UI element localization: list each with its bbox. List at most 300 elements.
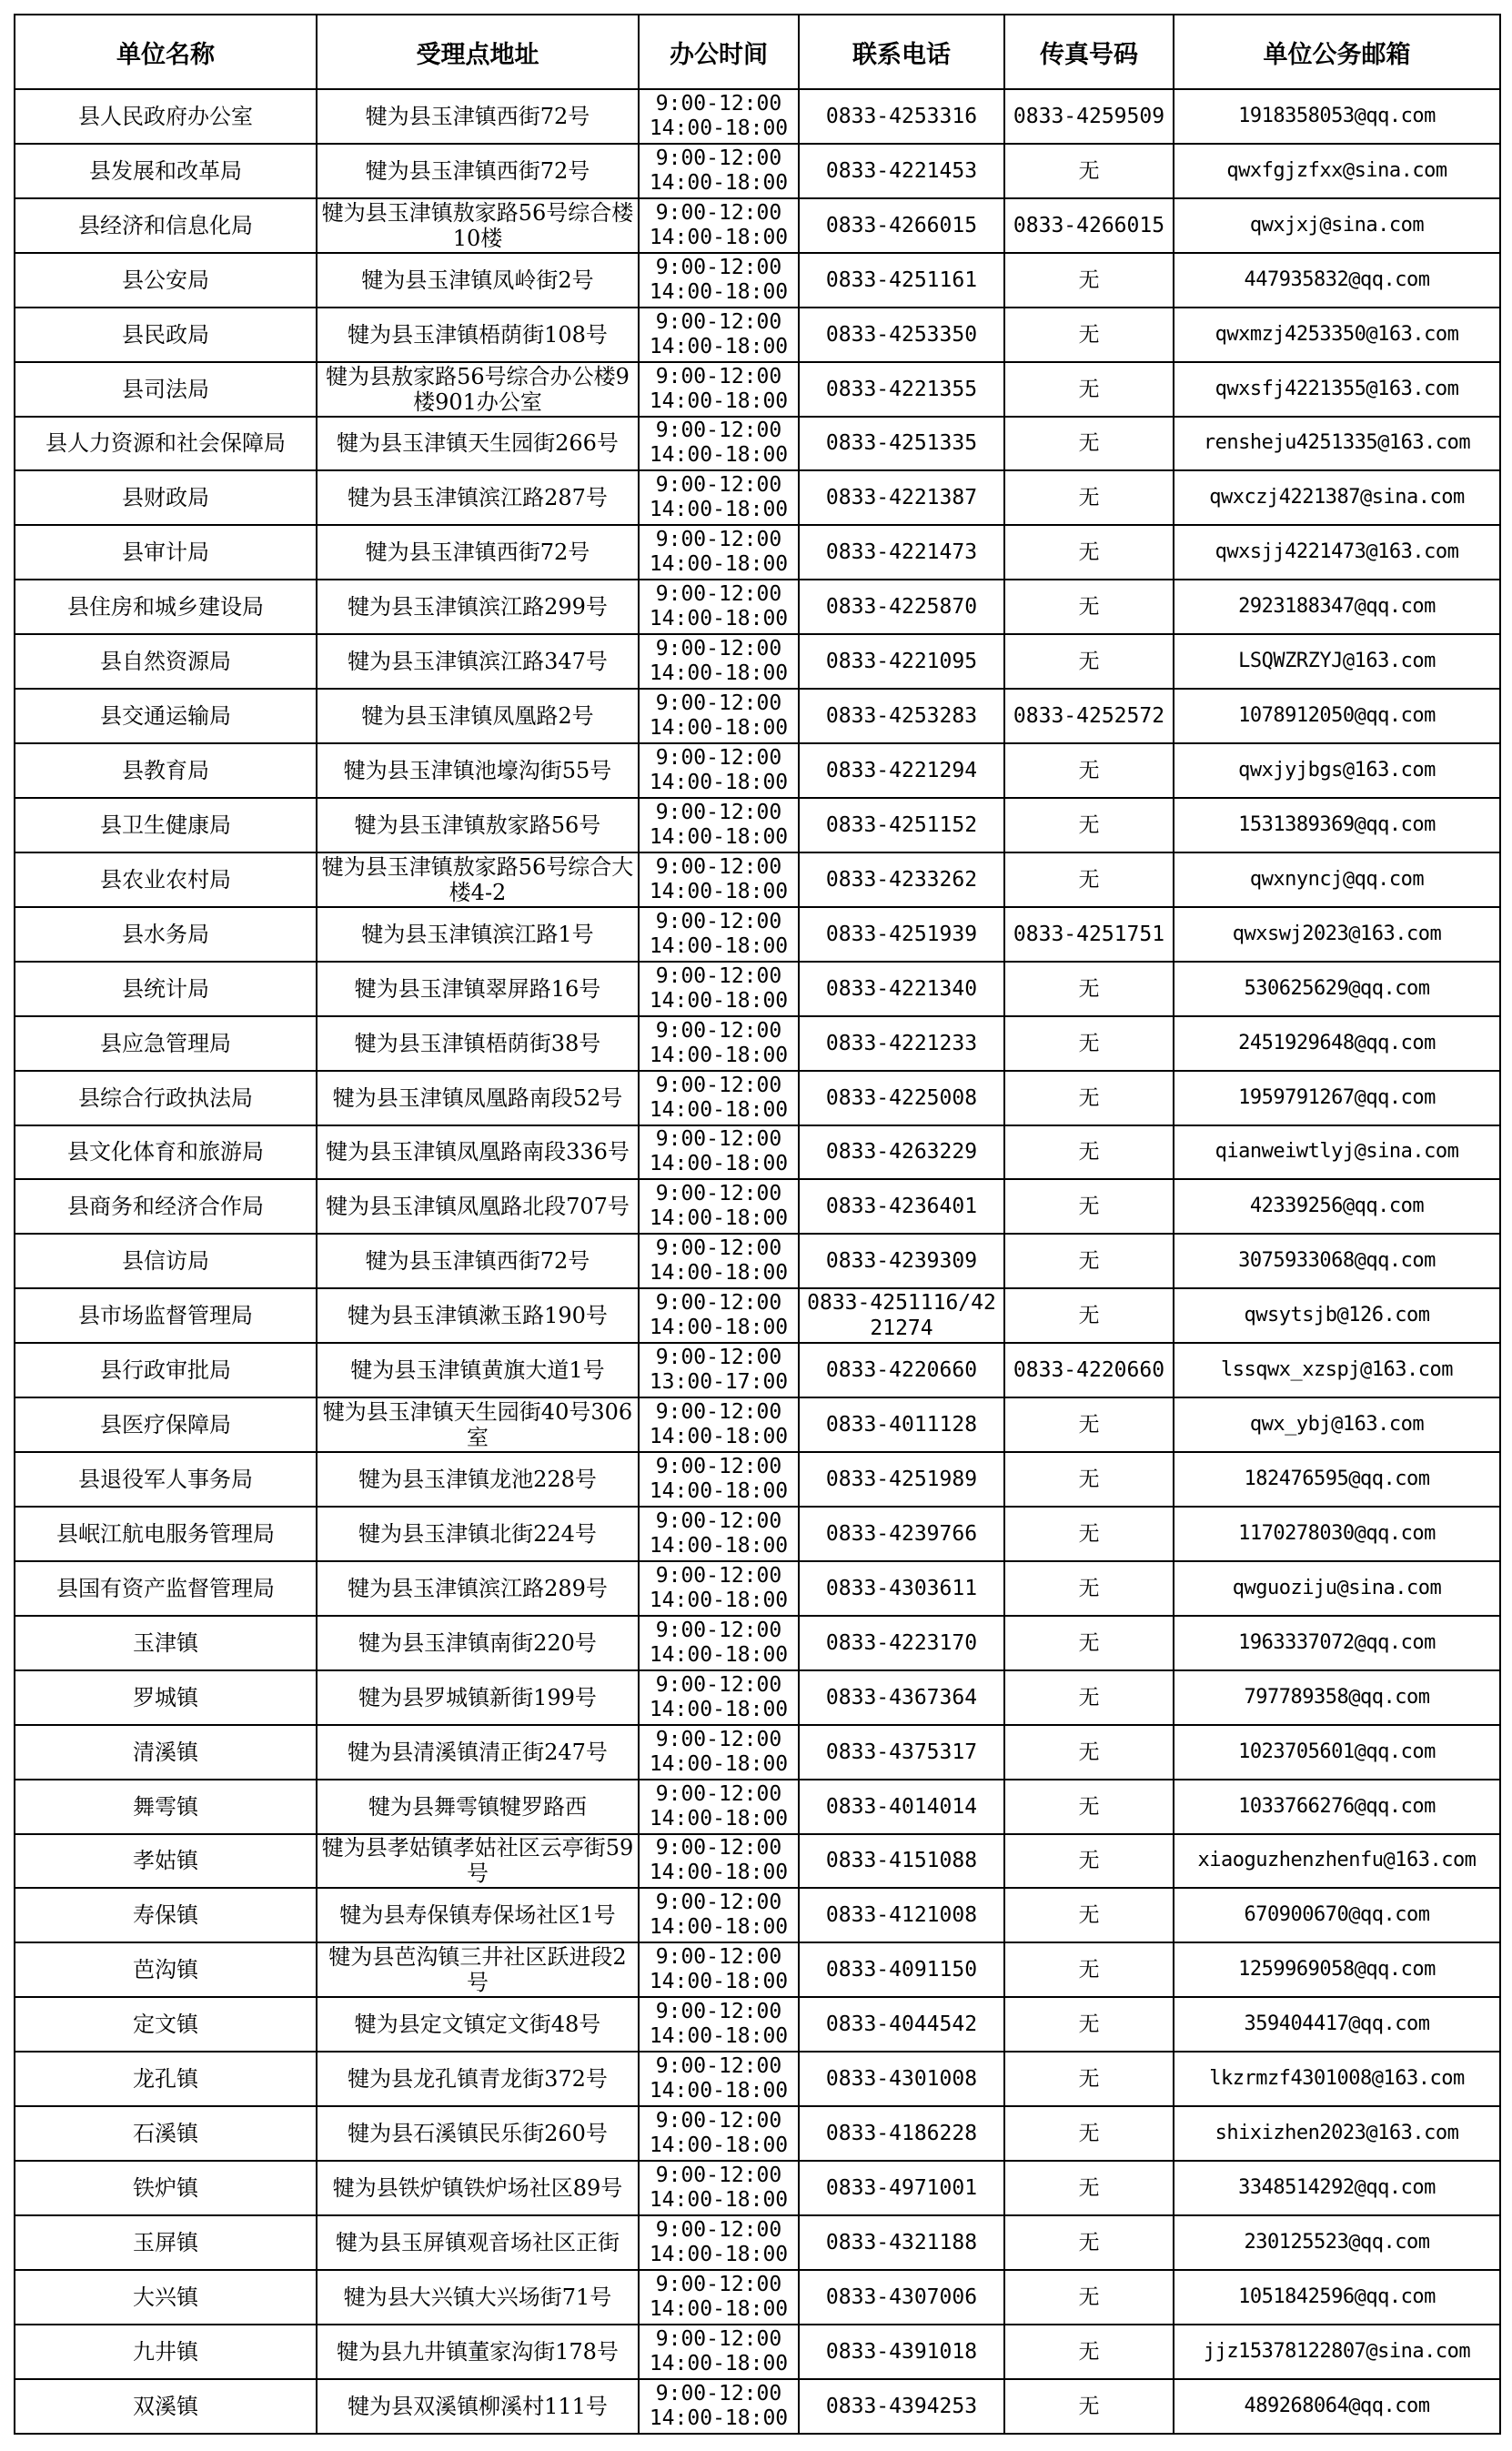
office-hours-cell [639,2106,799,2161]
unit-name-cell: 县水务局 [15,907,317,962]
phone-cell: 0833-4971001 [799,2161,1004,2215]
afternoon-hours: 14:00-18:00 [649,1097,789,1122]
fax-cell: 无 [1004,1071,1174,1125]
address-cell: 犍为县玉津镇凤凰路南段52号 [317,1071,639,1125]
phone-cell: 0833-4266015 [799,198,1004,253]
table-row [15,2215,1500,2270]
address-cell: 犍为县玉津镇天生园街266号 [317,417,639,471]
office-hours-cell [639,1780,799,1834]
table-row [15,525,1500,580]
morning-hours: 9:00-12:00 [655,1346,782,1370]
afternoon-hours: 14:00-18:00 [649,1152,789,1176]
morning-hours: 9:00-12:00 [655,2109,782,2133]
fax-cell: 无 [1004,1670,1174,1725]
fax-cell: 无 [1004,2215,1174,2270]
afternoon-hours: 14:00-18:00 [649,498,789,522]
email-cell: qwsytsjb@126.com [1174,1288,1500,1343]
address-cell: 犍为县玉津镇滨江路287号 [317,470,639,525]
email-cell: qwxczj4221387@sina.com [1174,470,1500,525]
fax-cell: 无 [1004,2325,1174,2379]
table-row [15,1616,1500,1670]
unit-name-cell: 县退役军人事务局 [15,1452,317,1507]
table-row [15,1125,1500,1180]
morning-hours: 9:00-12:00 [655,309,782,334]
unit-name-cell: 玉屏镇 [15,2215,317,2270]
office-hours-cell [639,1561,799,1616]
unit-name-cell: 县民政局 [15,308,317,362]
table-row [15,2052,1500,2106]
table-row [15,1507,1500,1561]
morning-hours: 9:00-12:00 [655,419,782,443]
fax-cell: 无 [1004,580,1174,634]
email-cell: 797789358@qq.com [1174,1670,1500,1725]
email-cell: 230125523@qq.com [1174,2215,1500,2270]
address-cell: 犍为县玉津镇滨江路347号 [317,634,639,689]
email-cell: lkzrmzf4301008@163.com [1174,2052,1500,2106]
email-cell: rensheju4251335@163.com [1174,417,1500,471]
address-cell: 犍为县玉津镇龙池228号 [317,1452,639,1507]
table-row [15,308,1500,362]
unit-name-cell: 大兴镇 [15,2270,317,2325]
header-unit-name: 单位名称 [15,15,317,89]
unit-name-cell: 九井镇 [15,2325,317,2379]
office-hours-cell [639,2270,799,2325]
afternoon-hours: 14:00-18:00 [649,1425,789,1449]
fax-cell: 无 [1004,962,1174,1016]
fax-cell: 无 [1004,1616,1174,1670]
address-cell: 犍为县玉津镇敖家路56号综合大楼4-2 [317,852,639,907]
afternoon-hours: 14:00-18:00 [649,1806,789,1831]
morning-hours: 9:00-12:00 [655,1073,782,1097]
address-cell: 犍为县罗城镇新街199号 [317,1670,639,1725]
table-row [15,2161,1500,2215]
office-hours-cell [639,2379,799,2434]
address-cell: 犍为县玉津镇滨江路289号 [317,1561,639,1616]
afternoon-hours: 14:00-18:00 [649,388,789,413]
afternoon-hours: 14:00-18:00 [649,1697,789,1721]
fax-cell: 无 [1004,1561,1174,1616]
email-cell: qwxswj2023@163.com [1174,907,1500,962]
afternoon-hours: 14:00-18:00 [649,1043,789,1067]
morning-hours: 9:00-12:00 [655,1182,782,1206]
table-row [15,743,1500,798]
address-cell: 犍为县玉津镇敖家路56号综合楼10楼 [317,198,639,253]
morning-hours: 9:00-12:00 [655,1563,782,1588]
office-hours-cell [639,470,799,525]
morning-hours: 9:00-12:00 [655,1127,782,1152]
address-cell: 犍为县敖家路56号综合办公楼9楼901办公室 [317,362,639,417]
office-hours-cell [639,308,799,362]
phone-cell: 0833-4221473 [799,525,1004,580]
address-cell: 犍为县定文镇定文街48号 [317,1997,639,2052]
address-cell: 犍为县玉津镇梧荫街108号 [317,308,639,362]
office-hours-cell [639,1452,799,1507]
morning-hours: 9:00-12:00 [655,473,782,498]
afternoon-hours: 14:00-18:00 [649,2351,789,2375]
office-hours-cell [639,1997,799,2052]
afternoon-hours: 14:00-18:00 [649,443,789,468]
office-hours-cell [639,2325,799,2379]
phone-cell: 0833-4375317 [799,1725,1004,1780]
fax-cell: 无 [1004,1397,1174,1452]
unit-name-cell: 铁炉镇 [15,2161,317,2215]
table-row [15,2270,1500,2325]
phone-cell: 0833-4225008 [799,1071,1004,1125]
fax-cell: 无 [1004,1179,1174,1234]
fax-cell: 0833-4220660 [1004,1343,1174,1397]
unit-name-cell: 双溪镇 [15,2379,317,2434]
afternoon-hours: 14:00-18:00 [649,2024,789,2049]
morning-hours: 9:00-12:00 [655,1400,782,1425]
header-fax: 传真号码 [1004,15,1174,89]
afternoon-hours: 14:00-18:00 [649,607,789,631]
table-row [15,89,1500,144]
unit-name-cell: 县行政审批局 [15,1343,317,1397]
table-row [15,689,1500,743]
morning-hours: 9:00-12:00 [655,1781,782,1806]
table-row [15,2325,1500,2379]
phone-cell: 0833-4263229 [799,1125,1004,1180]
office-hours-cell [639,1725,799,1780]
address-cell: 犍为县玉津镇北街224号 [317,1507,639,1561]
phone-cell: 0833-4091150 [799,1942,1004,1997]
office-hours-cell [639,1016,799,1071]
table-row [15,253,1500,308]
unit-name-cell: 县市场监督管理局 [15,1288,317,1343]
phone-cell: 0833-4014014 [799,1780,1004,1834]
table-row [15,580,1500,634]
email-cell: 1170278030@qq.com [1174,1507,1500,1561]
afternoon-hours: 14:00-18:00 [649,2406,789,2430]
address-cell: 犍为县玉津镇西街72号 [317,89,639,144]
office-hours-cell [639,1834,799,1889]
office-hours-cell [639,689,799,743]
table-row [15,634,1500,689]
morning-hours: 9:00-12:00 [655,909,782,933]
table-row [15,2379,1500,2434]
unit-name-cell: 县经济和信息化局 [15,198,317,253]
email-cell: qwxsjj4221473@163.com [1174,525,1500,580]
address-cell: 犍为县玉津镇西街72号 [317,1234,639,1288]
afternoon-hours: 14:00-18:00 [649,1642,789,1667]
morning-hours: 9:00-12:00 [655,2326,782,2351]
email-cell: 2451929648@qq.com [1174,1016,1500,1071]
header-phone: 联系电话 [799,15,1004,89]
unit-name-cell: 舞雩镇 [15,1780,317,1834]
morning-hours: 9:00-12:00 [655,854,782,879]
afternoon-hours: 14:00-18:00 [649,2242,789,2266]
phone-cell: 0833-4251152 [799,798,1004,852]
phone-cell: 0833-4321188 [799,2215,1004,2270]
table-row [15,852,1500,907]
office-hours-cell [639,362,799,417]
fax-cell: 无 [1004,1997,1174,2052]
office-hours-cell [639,89,799,144]
email-cell: 1918358053@qq.com [1174,89,1500,144]
phone-cell: 0833-4221340 [799,962,1004,1016]
email-cell: qwxsfj4221355@163.com [1174,362,1500,417]
unit-name-cell: 县审计局 [15,525,317,580]
fax-cell: 无 [1004,2052,1174,2106]
unit-name-cell: 县卫生健康局 [15,798,317,852]
phone-cell: 0833-4251989 [799,1452,1004,1507]
table-row [15,1397,1500,1452]
unit-name-cell: 县国有资产监督管理局 [15,1561,317,1616]
office-hours-cell [639,1179,799,1234]
table-row [15,1452,1500,1507]
afternoon-hours: 14:00-18:00 [649,2187,789,2212]
office-hours-cell [639,580,799,634]
email-cell: 2923188347@qq.com [1174,580,1500,634]
morning-hours: 9:00-12:00 [655,691,782,716]
header-email: 单位公务邮箱 [1174,15,1500,89]
table-row [15,1670,1500,1725]
email-cell: 1531389369@qq.com [1174,798,1500,852]
email-cell: qwxjyjbgs@163.com [1174,743,1500,798]
table-row [15,1780,1500,1834]
phone-cell: 0833-4251161 [799,253,1004,308]
unit-name-cell: 罗城镇 [15,1670,317,1725]
phone-cell: 0833-4253350 [799,308,1004,362]
address-cell: 犍为县玉屏镇观音场社区正街 [317,2215,639,2270]
email-cell: 489268064@qq.com [1174,2379,1500,2434]
fax-cell: 0833-4266015 [1004,198,1174,253]
office-hours-cell [639,1234,799,1288]
unit-name-cell: 县人力资源和社会保障局 [15,417,317,471]
fax-cell: 无 [1004,1942,1174,1997]
phone-cell: 0833-4301008 [799,2052,1004,2106]
unit-name-cell: 玉津镇 [15,1616,317,1670]
header-row [15,15,1500,89]
fax-cell: 无 [1004,798,1174,852]
fax-cell: 无 [1004,634,1174,689]
office-hours-cell [639,852,799,907]
phone-cell: 0833-4251116/4221274 [799,1288,1004,1343]
address-cell: 犍为县孝姑镇孝姑社区云亭街59号 [317,1834,639,1889]
table-row [15,1179,1500,1234]
email-cell: 3075933068@qq.com [1174,1234,1500,1288]
unit-name-cell: 石溪镇 [15,2106,317,2161]
address-cell: 犍为县玉津镇南街220号 [317,1616,639,1670]
phone-cell: 0833-4221294 [799,743,1004,798]
table-row [15,198,1500,253]
morning-hours: 9:00-12:00 [655,2000,782,2024]
unit-name-cell: 定文镇 [15,1997,317,2052]
unit-name-cell: 县综合行政执法局 [15,1071,317,1125]
contact-table [14,14,1501,2435]
morning-hours: 9:00-12:00 [655,1508,782,1533]
address-cell: 犍为县龙孔镇青龙街372号 [317,2052,639,2106]
email-cell: 447935832@qq.com [1174,253,1500,308]
table-row [15,1997,1500,2052]
afternoon-hours: 14:00-18:00 [649,824,789,849]
address-cell: 犍为县玉津镇凤岭街2号 [317,253,639,308]
table-row [15,2106,1500,2161]
email-cell: 1963337072@qq.com [1174,1616,1500,1670]
office-hours-cell [639,525,799,580]
address-cell: 犍为县九井镇董家沟街178号 [317,2325,639,2379]
fax-cell: 无 [1004,743,1174,798]
table-row [15,907,1500,962]
email-cell: qwxfgjzfxx@sina.com [1174,144,1500,198]
office-hours-cell [639,1397,799,1452]
phone-cell: 0833-4239766 [799,1507,1004,1561]
phone-cell: 0833-4253316 [799,89,1004,144]
afternoon-hours: 14:00-18:00 [649,279,789,304]
afternoon-hours: 14:00-18:00 [649,1206,789,1231]
email-cell: 42339256@qq.com [1174,1179,1500,1234]
address-cell: 犍为县玉津镇漱玉路190号 [317,1288,639,1343]
unit-name-cell: 寿保镇 [15,1888,317,1942]
address-cell: 犍为县芭沟镇三井社区跃进段2号 [317,1942,639,1997]
morning-hours: 9:00-12:00 [655,2272,782,2296]
fax-cell: 无 [1004,1234,1174,1288]
address-cell: 犍为县玉津镇西街72号 [317,525,639,580]
morning-hours: 9:00-12:00 [655,2054,782,2079]
afternoon-hours: 14:00-18:00 [649,2296,789,2321]
fax-cell: 无 [1004,1125,1174,1180]
email-cell: shixizhen2023@163.com [1174,2106,1500,2161]
afternoon-hours: 14:00-18:00 [649,1751,789,1776]
fax-cell: 0833-4251751 [1004,907,1174,962]
table-row [15,1942,1500,1997]
unit-name-cell: 县文化体育和旅游局 [15,1125,317,1180]
phone-cell: 0833-4307006 [799,2270,1004,2325]
table-row [15,798,1500,852]
phone-cell: 0833-4221095 [799,634,1004,689]
afternoon-hours: 13:00-17:00 [649,1370,789,1395]
email-cell: qwxjxj@sina.com [1174,198,1500,253]
email-cell: 670900670@qq.com [1174,1888,1500,1942]
email-cell: 1078912050@qq.com [1174,689,1500,743]
address-cell: 犍为县寿保镇寿保场社区1号 [317,1888,639,1942]
table-row [15,144,1500,198]
email-cell: 1959791267@qq.com [1174,1071,1500,1125]
unit-name-cell: 县应急管理局 [15,1016,317,1071]
fax-cell: 无 [1004,417,1174,471]
phone-cell: 0833-4391018 [799,2325,1004,2379]
address-cell: 犍为县玉津镇敖家路56号 [317,798,639,852]
fax-cell: 无 [1004,2270,1174,2325]
office-hours-cell [639,962,799,1016]
afternoon-hours: 14:00-18:00 [649,716,789,741]
phone-cell: 0833-4236401 [799,1179,1004,1234]
email-cell: xiaoguzhenzhenfu@163.com [1174,1834,1500,1889]
address-cell: 犍为县玉津镇翠屏路16号 [317,962,639,1016]
afternoon-hours: 14:00-18:00 [649,988,789,1013]
table-row [15,417,1500,471]
afternoon-hours: 14:00-18:00 [649,334,789,358]
fax-cell: 无 [1004,470,1174,525]
fax-cell: 无 [1004,852,1174,907]
phone-cell: 0833-4011128 [799,1397,1004,1452]
morning-hours: 9:00-12:00 [655,2381,782,2406]
office-hours-cell [639,1125,799,1180]
phone-cell: 0833-4220660 [799,1343,1004,1397]
fax-cell: 0833-4252572 [1004,689,1174,743]
email-cell: 1051842596@qq.com [1174,2270,1500,2325]
afternoon-hours: 14:00-18:00 [649,1479,789,1503]
morning-hours: 9:00-12:00 [655,200,782,225]
office-hours-cell [639,1616,799,1670]
unit-name-cell: 县司法局 [15,362,317,417]
address-cell: 犍为县石溪镇民乐街260号 [317,2106,639,2161]
unit-name-cell: 县农业农村局 [15,852,317,907]
phone-cell: 0833-4151088 [799,1834,1004,1889]
unit-name-cell: 龙孔镇 [15,2052,317,2106]
address-cell: 犍为县玉津镇梧荫街38号 [317,1016,639,1071]
unit-name-cell: 县商务和经济合作局 [15,1179,317,1234]
office-hours-cell [639,1071,799,1125]
afternoon-hours: 14:00-18:00 [649,1970,789,1994]
office-hours-cell [639,1888,799,1942]
morning-hours: 9:00-12:00 [655,255,782,279]
phone-cell: 0833-4044542 [799,1997,1004,2052]
afternoon-hours: 14:00-18:00 [649,225,789,249]
office-hours-cell [639,634,799,689]
fax-cell: 0833-4259509 [1004,89,1174,144]
email-cell: LSQWZRZYJ@163.com [1174,634,1500,689]
email-cell: lssqwx_xzspj@163.com [1174,1343,1500,1397]
unit-name-cell: 县岷江航电服务管理局 [15,1507,317,1561]
email-cell: qwguoziju@sina.com [1174,1561,1500,1616]
afternoon-hours: 14:00-18:00 [649,116,789,140]
table-row [15,362,1500,417]
email-cell: qwxnyncj@qq.com [1174,852,1500,907]
phone-cell: 0833-4221387 [799,470,1004,525]
office-hours-cell [639,198,799,253]
phone-cell: 0833-4225870 [799,580,1004,634]
office-hours-cell [639,417,799,471]
office-hours-cell [639,1288,799,1343]
afternoon-hours: 14:00-18:00 [649,1861,789,1885]
address-cell: 犍为县舞雩镇犍罗路西 [317,1780,639,1834]
phone-cell: 0833-4303611 [799,1561,1004,1616]
office-hours-cell [639,2215,799,2270]
phone-cell: 0833-4221233 [799,1016,1004,1071]
fax-cell: 无 [1004,1888,1174,1942]
unit-name-cell: 县交通运输局 [15,689,317,743]
email-cell: qwx_ybj@163.com [1174,1397,1500,1452]
table-row [15,1725,1500,1780]
address-cell: 犍为县玉津镇池壕沟街55号 [317,743,639,798]
fax-cell: 无 [1004,144,1174,198]
fax-cell: 无 [1004,362,1174,417]
table-row [15,1343,1500,1397]
phone-cell: 0833-4367364 [799,1670,1004,1725]
afternoon-hours: 14:00-18:00 [649,1588,789,1612]
office-hours-cell [639,144,799,198]
morning-hours: 9:00-12:00 [655,1455,782,1478]
afternoon-hours: 14:00-18:00 [649,2133,789,2158]
office-hours-cell [639,907,799,962]
email-cell: qianweiwtlyj@sina.com [1174,1125,1500,1180]
address-cell: 犍为县清溪镇清正街247号 [317,1725,639,1780]
email-cell: 1023705601@qq.com [1174,1725,1500,1780]
unit-name-cell: 县统计局 [15,962,317,1016]
table-row [15,1016,1500,1071]
fax-cell: 无 [1004,1780,1174,1834]
office-hours-cell [639,743,799,798]
morning-hours: 9:00-12:00 [655,800,782,824]
header-address: 受理点地址 [317,15,639,89]
office-hours-cell [639,1507,799,1561]
address-cell: 犍为县玉津镇黄旗大道1号 [317,1343,639,1397]
office-hours-cell [639,1942,799,1997]
morning-hours: 9:00-12:00 [655,1891,782,1915]
table-row [15,1071,1500,1125]
phone-cell: 0833-4186228 [799,2106,1004,2161]
